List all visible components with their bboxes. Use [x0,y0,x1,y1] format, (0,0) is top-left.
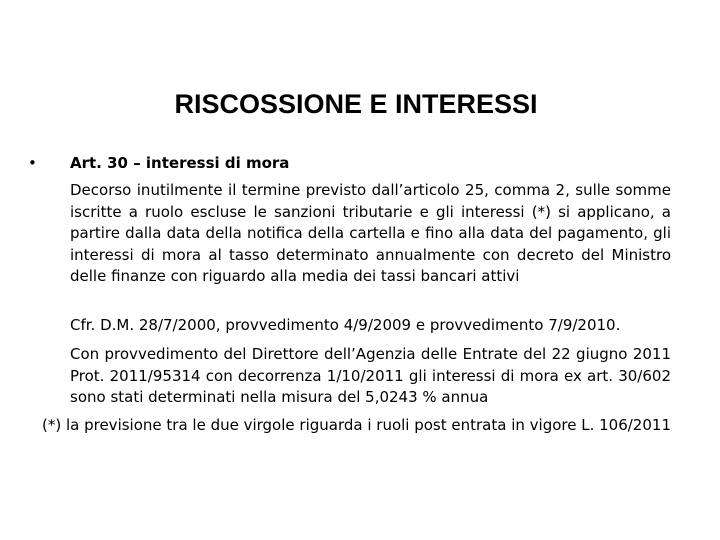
bullet-item [28,152,678,174]
paragraph-provvedimento: Con provvedimento del Direttore dell’Agenzia delle Entrate del 22 giugno 2011 Prot. 2011/95314 con decorrenza 1/10/2011 gli interessi di mora ex art. 30/602 sono stati determinati nella misura del 5,0243 % annua [70,345,671,406]
paragraph-reference: Cfr. D.M. 28/7/2000, provvedimento 4/9/2009 e provvedimento 7/9/2010. [70,316,621,334]
footnote: (*) la previsione tra le due virgole riguarda i ruoli post entrata in vigore L. 106/2011 [42,416,671,434]
bullet-heading: Art. 30 – interessi di mora [70,154,290,172]
slide-title: RISCOSSIONE E INTERESSI [174,89,538,119]
paragraph-article-text: Decorso inutilmente il termine previsto dall’articolo 25, comma 2, sulle somme iscritte a ruolo escluse le sanzioni tributarie e gli interessi (*) si applicano, a partire dalla data della notifica della cartella e fino alla data del pagamento, gli interessi di mora al tasso determinato annualmente con decreto del Ministro delle finanze con riguardo alla media dei tassi bancari attivi [70,181,671,285]
bullet-icon: • [28,154,37,172]
